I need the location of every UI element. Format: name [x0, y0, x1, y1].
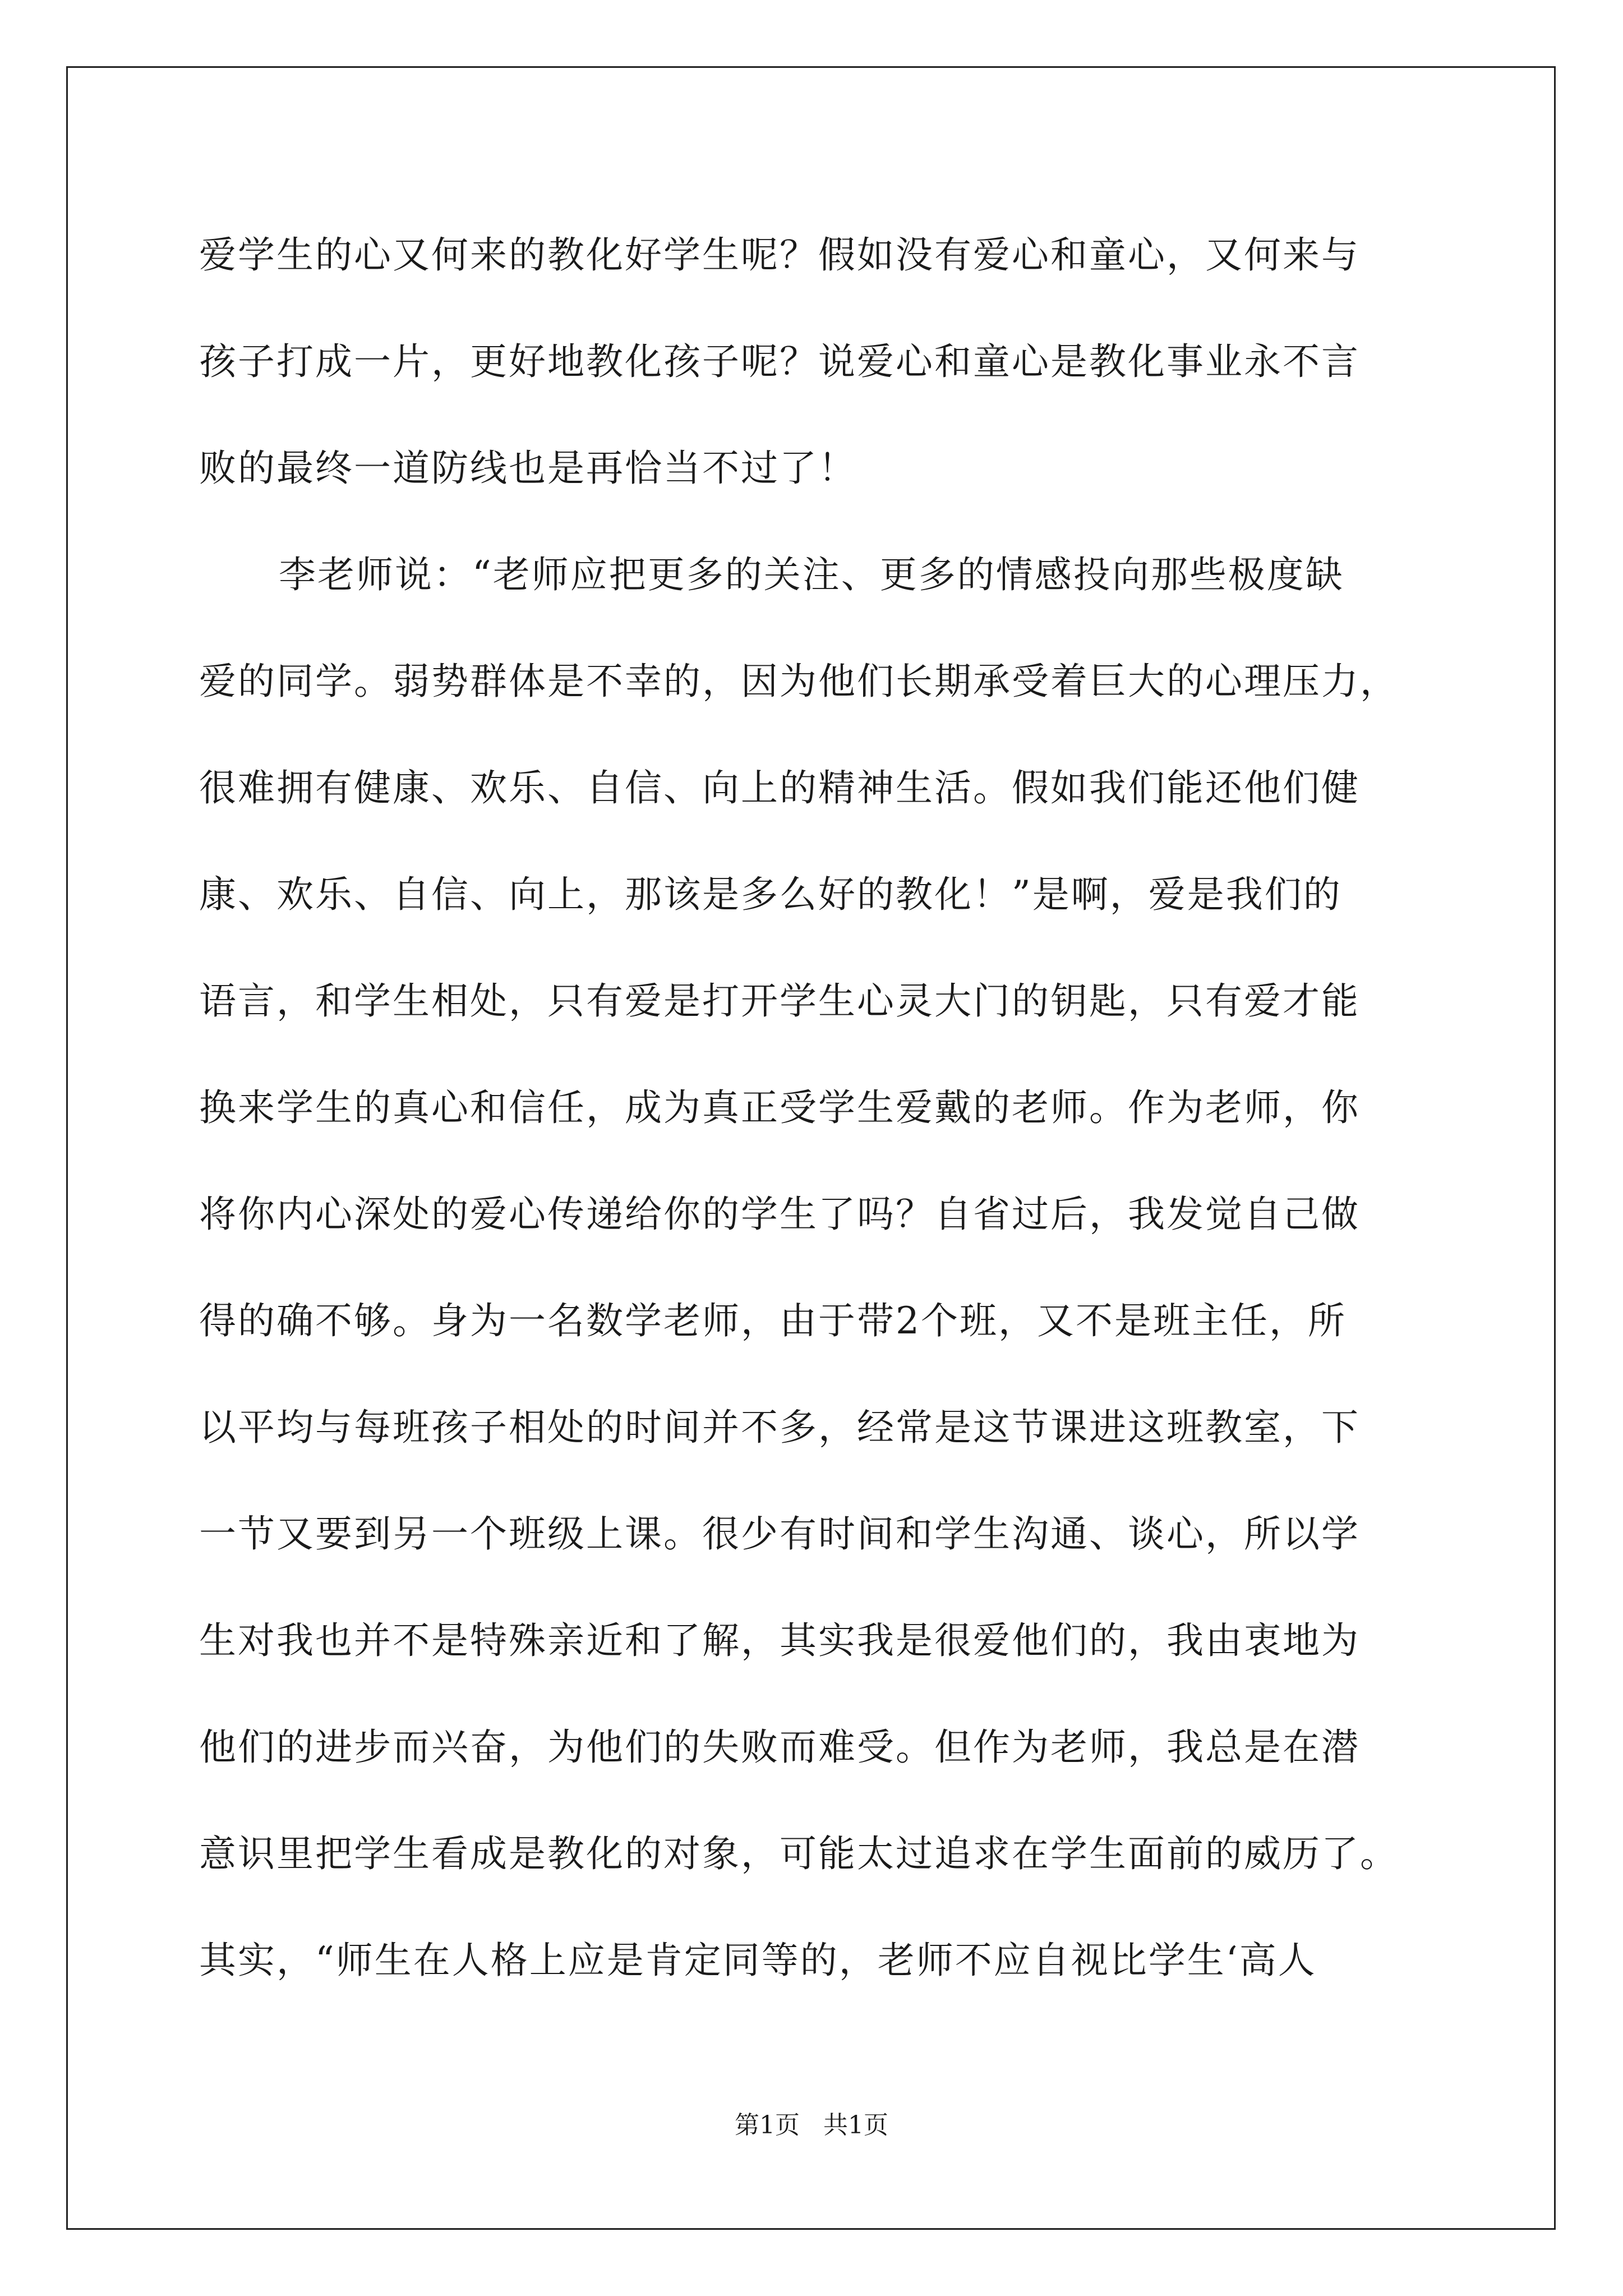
text-line: 很难拥有健康、欢乐、自信、向上的精神生活。假如我们能还他们健 [199, 766, 1360, 809]
text-line: 将你内心深处的爱心传递给你的学生了吗？自省过后，我发觉自己做 [199, 1193, 1360, 1236]
text-line: 败的最终一道防线也是再恰当不过了！ [199, 447, 857, 490]
paragraph-start-line: 李老师说：“老师应把更多的关注、更多的情感投向那些极度缺 [279, 553, 1344, 596]
text-line: 孩子打成一片，更好地教化孩子呢？说爱心和童心是教化事业永不言 [199, 340, 1360, 383]
text-line: 爱学生的心又何来的教化好学生呢？假如没有爱心和童心，又何来与 [199, 233, 1360, 277]
text-line: 语言，和学生相处，只有爱是打开学生心灵大门的钥匙，只有爱才能 [199, 979, 1360, 1023]
text-line: 爱的同学。弱势群体是不幸的，因为他们长期承受着巨大的心理压力， [199, 660, 1399, 703]
text-line: 得的确不够。身为一名数学老师，由于带2个班，又不是班主任，所 [199, 1299, 1347, 1342]
text-line: 康、欢乐、自信、向上，那该是多么好的教化！”是啊，爱是我们的 [199, 873, 1342, 916]
page-number: 第1页 共1页 [735, 2111, 888, 2139]
text-line: 他们的进步而兴奋，为他们的失败而难受。但作为老师，我总是在潜 [199, 1726, 1360, 1769]
page-footer [0, 2105, 1623, 2141]
document-body [199, 202, 1427, 2014]
text-line: 以平均与每班孩子相处的时间并不多，经常是这节课进这班教室，下 [199, 1406, 1360, 1449]
text-line: 一节又要到另一个班级上课。很少有时间和学生沟通、谈心，所以学 [199, 1512, 1360, 1556]
text-line: 其实，“师生在人格上应是肯定同等的，老师不应自视比学生‘高人 [199, 1939, 1317, 1982]
text-line: 意识里把学生看成是教化的对象，可能太过追求在学生面前的威历了。 [199, 1832, 1399, 1875]
text-line: 生对我也并不是特殊亲近和了解，其实我是很爱他们的，我由衷地为 [199, 1619, 1360, 1662]
text-line: 换来学生的真心和信任，成为真正受学生爱戴的老师。作为老师，你 [199, 1086, 1360, 1129]
